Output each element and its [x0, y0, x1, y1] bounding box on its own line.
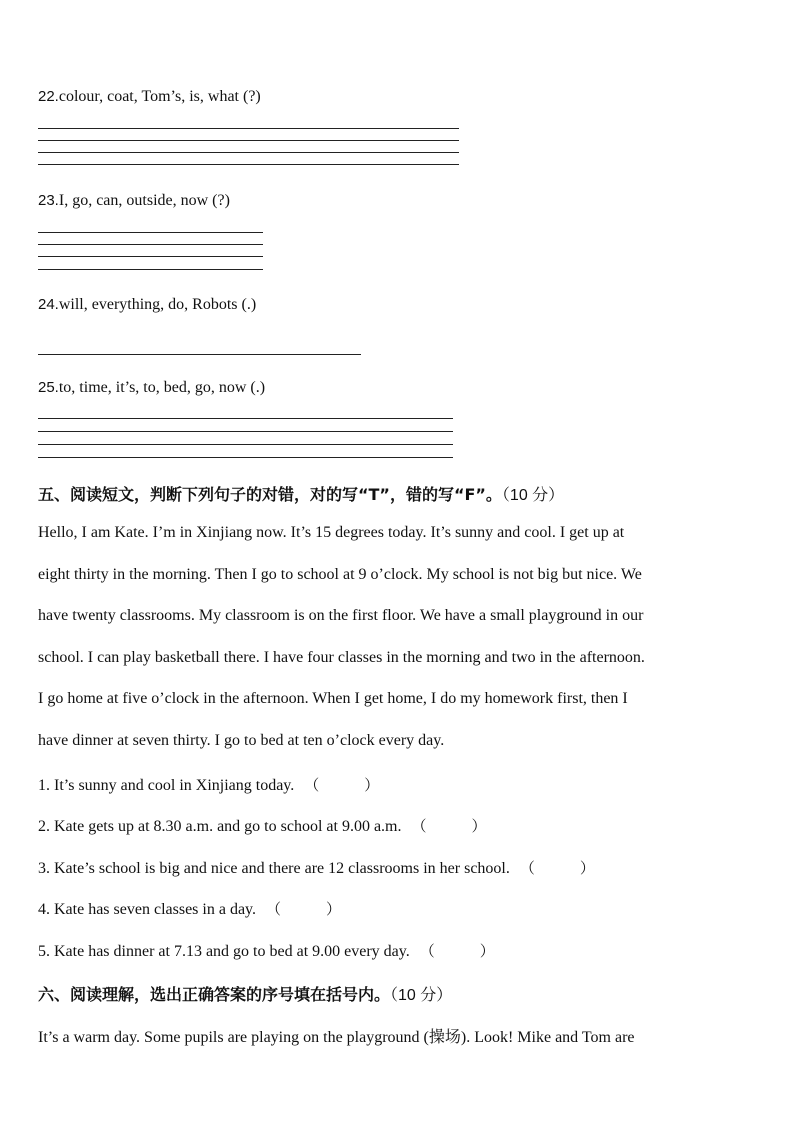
question-text: I, go, can, outside, now (?)	[58, 192, 230, 209]
answer-blank[interactable]: （ ）	[304, 776, 380, 794]
statement-1	[38, 774, 379, 795]
question-number: 25.	[38, 379, 59, 396]
question-text: colour, coat, Tom’s, is, what (?)	[58, 88, 261, 105]
answer-line[interactable]	[38, 140, 459, 141]
passage-line: school. I can play basketball there. I have four classes in the morning and two in the afternoon.	[38, 649, 645, 666]
statement-text: 1. It’s sunny and cool in Xinjiang today.	[38, 777, 295, 794]
question-24	[38, 296, 256, 314]
question-text: will, everything, do, Robots (.)	[58, 296, 257, 313]
section-6-heading	[38, 982, 452, 1005]
answer-line[interactable]	[38, 418, 453, 419]
answer-line[interactable]	[38, 244, 263, 245]
answer-line[interactable]	[38, 444, 453, 445]
statement-text: 2. Kate gets up at 8.30 a.m. and go to school at 9.00 a.m.	[38, 818, 402, 835]
passage-line: It’s a warm day. Some pupils are playing on the playground (操场). Look! Mike and Tom are	[38, 1029, 635, 1046]
statement-4	[38, 898, 341, 919]
question-25	[38, 379, 265, 397]
answer-line[interactable]	[38, 354, 361, 355]
statement-2	[38, 815, 487, 836]
section-6-title: 六、阅读理解，选出正确答案的序号填在括号内。	[38, 985, 391, 1004]
answer-line[interactable]	[38, 457, 453, 458]
section-5-title: 五、阅读短文，判断下列句子的对错，对的写“T”，错的写“F”。	[38, 485, 502, 504]
passage-line: have dinner at seven thirty. I go to bed at ten o’clock every day.	[38, 732, 445, 749]
statement-text: 4. Kate has seven classes in a day.	[38, 901, 256, 918]
passage-line: have twenty classrooms. My classroom is on the first floor. We have a small playground in our	[38, 607, 644, 624]
passage-line: Hello, I am Kate. I’m in Xinjiang now. It’s 15 degrees today. It’s sunny and cool. I get up at	[38, 524, 625, 541]
question-number: 24.	[38, 296, 59, 313]
answer-line[interactable]	[38, 128, 459, 129]
section-5-heading	[38, 482, 564, 505]
statement-3	[38, 857, 595, 878]
answer-line[interactable]	[38, 269, 263, 270]
question-number: 23.	[38, 192, 59, 209]
question-22	[38, 88, 261, 106]
answer-line[interactable]	[38, 256, 263, 257]
statement-5	[38, 940, 495, 961]
question-23	[38, 192, 230, 210]
section-6-marks: （10 分）	[390, 987, 453, 1004]
answer-blank[interactable]: （ ）	[411, 817, 487, 835]
answer-blank[interactable]: （ ）	[266, 900, 342, 918]
passage-line: eight thirty in the morning. Then I go to school at 9 o’clock. My school is not big but nice. We	[38, 566, 642, 583]
answer-line[interactable]	[38, 164, 459, 165]
statement-text: 5. Kate has dinner at 7.13 and go to bed at 9.00 every day.	[38, 943, 410, 960]
answer-blank[interactable]: （ ）	[419, 942, 495, 960]
statement-text: 3. Kate’s school is big and nice and there are 12 classrooms in her school.	[38, 860, 510, 877]
answer-line[interactable]	[38, 431, 453, 432]
question-number: 22.	[38, 88, 59, 105]
answer-line[interactable]	[38, 232, 263, 233]
answer-line[interactable]	[38, 152, 459, 153]
answer-blank[interactable]: （ ）	[519, 859, 595, 877]
question-text: to, time, it’s, to, bed, go, now (.)	[58, 379, 266, 396]
passage-line: I go home at five o’clock in the afternoon. When I get home, I do my homework first, then I	[38, 690, 628, 707]
section-5-marks: （10 分）	[501, 487, 565, 504]
